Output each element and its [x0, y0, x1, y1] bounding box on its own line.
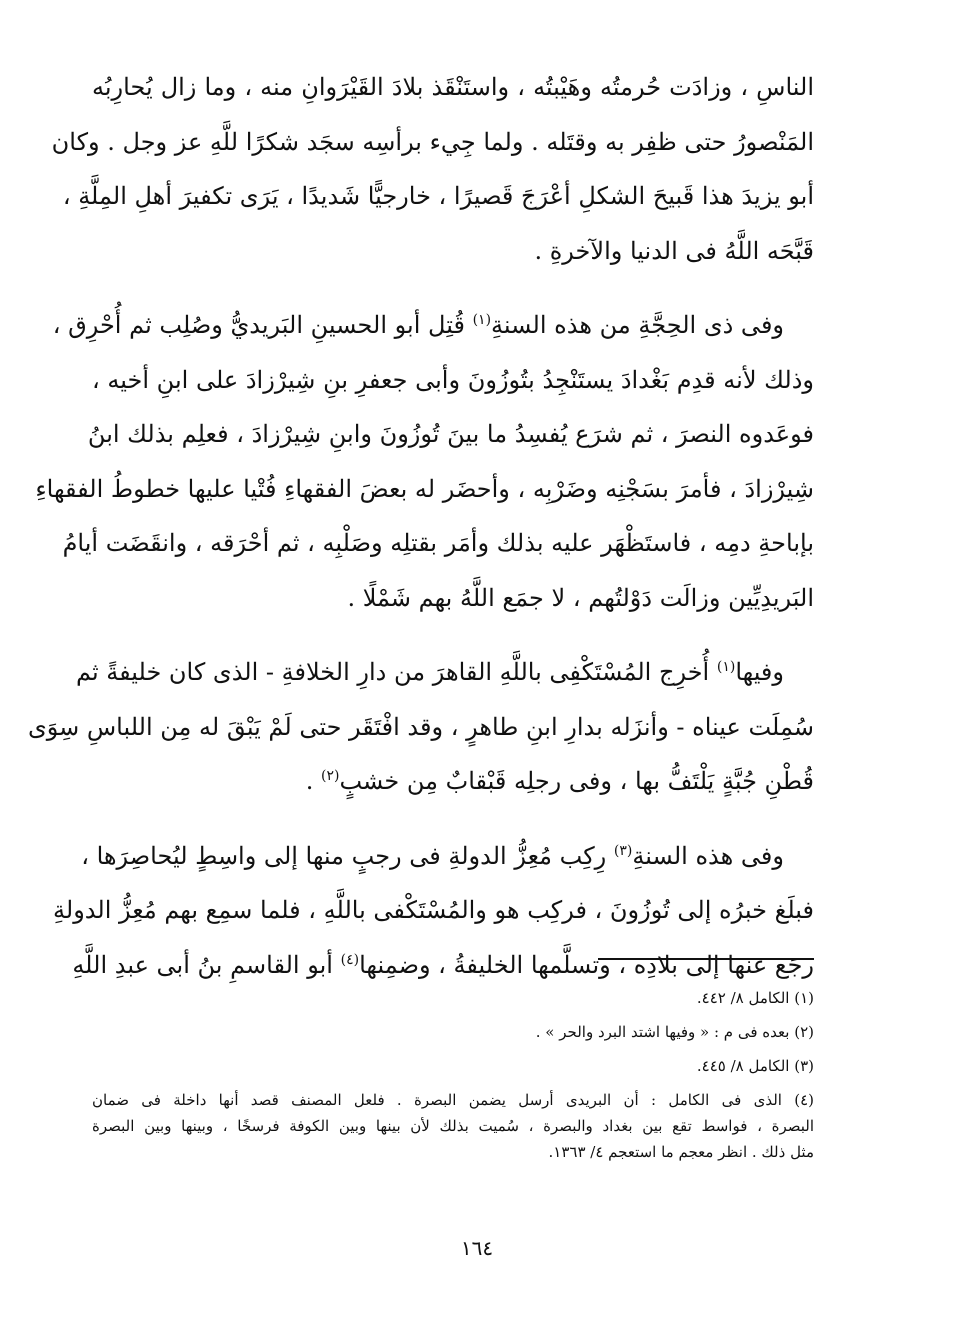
page-number: ١٦٤: [460, 1236, 494, 1260]
footnote-4: [92, 1087, 814, 1165]
footnote-line: (٤) الذى فى الكامل : أن البريدى أرسل يضمن البصرة . فلعل المصنف قصد أنها داخلة فى ضمان: [92, 1091, 814, 1109]
text-segment: وفيها: [735, 658, 784, 686]
page-body: [27, 60, 814, 1012]
text-line: [72, 938, 814, 993]
text-line: فبلَغ خبرُه إلى تُوزُونَ ، فركِب هو والمُسْتَكْفى باللَّهِ ، فلما سمِع بهم مُعِزُّ الدولةِ: [53, 896, 814, 924]
paragraph-4: [53, 829, 814, 993]
footnote-line: البصرة ، فواسط تقع بين بغداد والبصرة ، سُميت بذلك لأن بينها وبين الكوفة فرسخًا ، وبينها وبين البصرة: [92, 1117, 814, 1135]
text-line: سُمِلَت عيناه - وأنزَله بدارِ ابنِ طاهرٍ ، وقد افْتَقَر حتى لَمْ يَبْقَ له مِن اللباسِ سِوَى: [27, 712, 814, 741]
footnote-1: (١) الكامل ٨/ ٤٤٢.: [696, 989, 814, 1007]
text-segment: وفى ذى الحِجَّةِ من هذه السنةِ: [491, 311, 784, 339]
text-line: [75, 645, 814, 700]
text-line: [52, 298, 814, 353]
footnote-ref[interactable]: (٣): [613, 842, 633, 859]
text-segment: أُخرِج المُسْتَكْفِى باللَّهِ القاهرَ من دارِ الخلافةِ - الذى كان خليفةً ثم: [75, 658, 717, 686]
footnote-divider: [598, 958, 814, 960]
text-segment: رِكِب مُعِزُّ الدولةِ فى رجبٍ منها إلى واسِطٍ ليُحاصِرَها ،: [81, 841, 614, 870]
text-line: أبو يزيدَ هذا قَبيحَ الشكلِ أعْرَجَ قَصيرًا ، خارجيًّا شَديدًا ، يَرَى تكفيرَ أهلِ المِلَّةِ ،: [62, 182, 814, 210]
text-line: شِيرْزادَ ، فأمرَ بسَجْنِه وضَرْبِه ، وأحضَر له بعضَ الفقهاءِ فُتْيا عليها خطوطُ الفقهاءِ: [35, 474, 814, 503]
footnote-ref[interactable]: (٤): [340, 951, 360, 968]
text-line: [92, 754, 814, 809]
text-segment: رجَع عنها إلى بلادِه ، وتسلَّمها الخليفةُ ، وضمِنها: [359, 950, 814, 979]
text-segment: قُطْنِ جُبَّةٍ يَلْتَفُّ بها ، وفى رجلِه قَبْقابٌ مِن خشبٍ: [339, 767, 814, 795]
text-segment: وفى هذه السنةِ: [632, 841, 784, 870]
text-segment: قُتِل أبو الحسينِ البَريديُّ وصُلِب ثم أُحْرِق ،: [52, 311, 473, 339]
footnote-ref[interactable]: (٢): [320, 768, 340, 784]
text-line: المَنْصورُ حتى ظفِر به وقتَله . ولما جِيء برأسِه سجَد شكرًا للَّهِ عز وجل . وكان: [51, 127, 814, 156]
text-segment: .: [305, 767, 321, 795]
footnotes: [92, 985, 814, 1173]
footnote-ref[interactable]: (١): [472, 312, 492, 328]
text-line: البَريدِيِّين وزالَت دَوْلتُهم ، لا جمَع اللَّهُ بهم شَمْلًا .: [347, 583, 814, 612]
text-line: الناسِ ، وزادَت حُرمتُه وهَيْبتُه ، واستَنْقَذ بلادَ القَيْرَوانِ منه ، وما زال يُحارِبُه: [92, 73, 814, 101]
text-line: فوعَدوه النصرَ ، ثم شرَع يُفسِدُ ما بينَ تُوزُونَ وابنِ شِيرْزادَ ، فعلِم بذلك ابنُ: [87, 420, 814, 448]
text-line: قَبَّحَه اللَّهُ فى الدنيا والآخرةِ .: [534, 236, 814, 265]
paragraph-1: [51, 60, 814, 278]
footnote-line: مثل ذلك . انظر معجم ما استعجم ٤/ ١٣٦٣.: [548, 1143, 814, 1161]
text-line: [81, 829, 814, 884]
footnote-2: (٢) بعده فى م : « وفيها اشتد البرد والحر » .: [535, 1023, 814, 1041]
text-line: بإباحةِ دمِه ، فاستَظْهَر عليه بذلك وأمَر بقتلِه وصَلْبِه ، ثم أحْرَقه ، وانقَضَت أيامُ: [62, 529, 814, 557]
paragraph-2: [35, 298, 814, 625]
paragraph-3: [27, 645, 814, 809]
main-text: [27, 60, 814, 992]
footnote-3: (٣) الكامل ٨/ ٤٤٥.: [696, 1057, 814, 1075]
footnote-ref[interactable]: (١): [716, 659, 736, 675]
text-line: وذلك لأنه قدِم بَغْدادَ يستَنْجِدُ بتُوزُونَ وأبى جعفرِ بنِ شِيرْزادَ على ابنِ أخيه ،: [92, 365, 814, 394]
text-segment: أبو القاسمِ بنُ أبى عبدِ اللَّهِ: [72, 950, 341, 979]
